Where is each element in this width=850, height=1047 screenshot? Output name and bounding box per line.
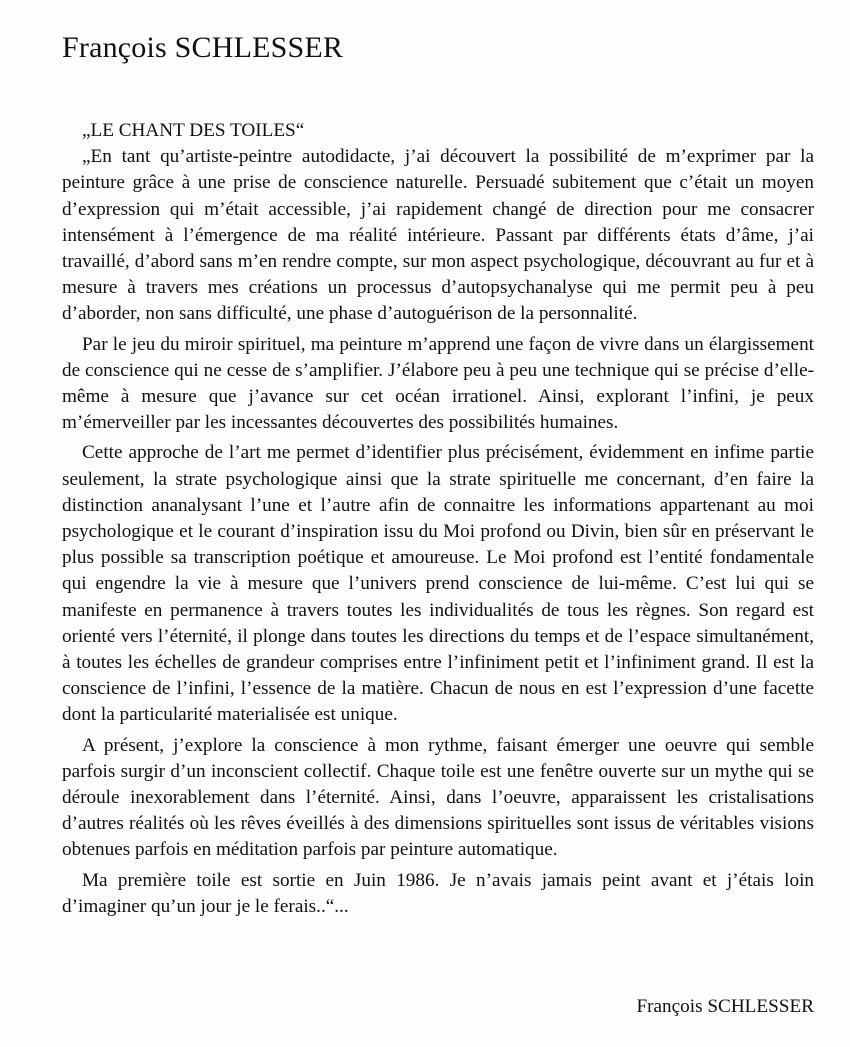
author-signature: François SCHLESSER: [636, 996, 814, 1017]
essay-paragraph-3: Cette approche de l’art me permet d’identifier plus précisément, évidemment en infime partie seulement, la strate psychologique ainsi que la strate spirituelle me concernant, d’en faire la distinction ananalysant l’une et l’autre afin de connaitre les informations appartenant au moi psychologique et le courant d’inspiration issu du Moi profond ou Divin, bien sûr en préservant le plus possible sa transcription poétique et amoureuse. Le Moi profond est l’entité fondamentale qui engendre la vie à mesure que l’univers prend conscience de lui-même. C’est lui qui se manifeste en permanence à travers toutes les individualités de tous les règnes. Son regard est orienté vers l’éternité, il plonge dans toutes les directions du temps et de l’espace simultanément, à toutes les échelles de grandeur comprises entre l’infiniment petit et l’infiniment grand. Il est la conscience de l’infini, l’essence de la matière. Chacun de nous en est l’expression d’une facette dont la particularité materialisée est unique.: [62, 442, 814, 726]
page-title: François SCHLESSER: [62, 31, 344, 64]
essay-paragraph-2: Par le jeu du miroir spirituel, ma peinture m’apprend une façon de vivre dans un élargissement de conscience qui ne cesse de s’amplifier. J’élabore peu à peu une technique qui se précise d’elle-même à mesure que j’avance sur cet océan irrationel. Ainsi, explorant l’infini, je peux m’émerveiller par les incessantes découvertes des possibilités humaines.: [62, 333, 814, 434]
essay-paragraph-5: Ma première toile est sortie en Juin 1986. Je n’avais jamais peint avant et j’étais loin d’imaginer qu’un jour je le ferais..“...: [62, 869, 814, 917]
essay-heading: „LE CHANT DES TOILES“: [82, 120, 305, 141]
essay-paragraph-1: „En tant qu’artiste-peintre autodidacte, j’ai découvert la possibilité de m’exprimer par la peinture grâce à une prise de conscience naturelle. Persuadé subitement que c’était un moyen d’expression qui m’était accessible, j’ai rapidement changé de direction pour me consacrer intensément à l’émergence de ma réalité intérieure. Passant par différents états d’âme, j’ai travaillé, d’abord sans m’en rendre compte, sur mon aspect psychologique, découvrant au fur et à mesure à travers mes créations un processus d’autopsychanalyse qui me permit peu à peu d’aborder, non sans difficulté, une phase d’autoguérison de la personnalité.: [62, 146, 814, 325]
essay-body: [62, 118, 814, 920]
essay-paragraph-4: A présent, j’explore la conscience à mon rythme, faisant émerger une oeuvre qui semble parfois surgir d’un inconscient collectif. Chaque toile est une fenêtre ouverte sur un mythe qui se déroule inexorablement dans l’éternité. Ainsi, dans l’oeuvre, apparaissent les cristalisations d’autres réalités où les rêves éveillés à des dimensions spirituelles sont issus de véritables visions obtenues parfois en méditation parfois par peinture automatique.: [62, 734, 814, 861]
